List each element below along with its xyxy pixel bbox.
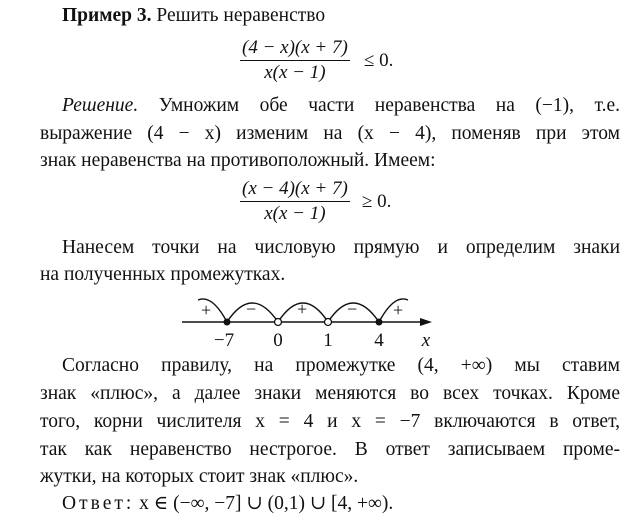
answer-value: x ∈ (−∞, −7] ∪ (0,1) ∪ [4, +∞). xyxy=(139,493,394,514)
para3-line-2: знак «плюс», а далее знаки меняются во всех точках. Кроме xyxy=(40,383,620,404)
inequality-2-denominator: x(x − 1) xyxy=(264,203,326,224)
inequality-2-numerator: (x − 4)(x + 7) xyxy=(242,178,348,199)
tick-label: 1 xyxy=(323,330,333,351)
number-line xyxy=(0,292,640,352)
sign-label: + xyxy=(393,300,404,320)
sign-label: − xyxy=(246,299,257,319)
answer-line xyxy=(62,492,393,516)
point-1 xyxy=(325,319,332,326)
para2-line-2: на полученных промежутках. xyxy=(40,264,286,285)
para3-line-4: так как неравенство нестрогое. В ответ записываем проме- xyxy=(40,439,620,460)
para3-line-1: Согласно правилу, на промежутке (4, +∞) мы ставим xyxy=(62,355,620,376)
sign-label: − xyxy=(347,299,358,319)
point-0 xyxy=(275,319,282,326)
tick-label: 0 xyxy=(273,330,283,351)
para3-line-5: жутки, на которых стоит знак «плюс». xyxy=(40,466,359,487)
sign-label: + xyxy=(297,299,308,319)
inequality-2-fraction xyxy=(240,177,350,226)
inequality-1-numerator: (4 − x)(x + 7) xyxy=(242,37,348,58)
para2-line-1: Нанесем точки на числовую прямую и определим знаки xyxy=(62,237,620,258)
example-label: Пример 3. xyxy=(62,5,152,26)
example-title xyxy=(62,4,325,28)
tick-label: 4 xyxy=(374,330,384,351)
point-4 xyxy=(376,319,383,326)
inequality-1-denominator: x(x − 1) xyxy=(264,62,326,83)
answer-label: Ответ: xyxy=(62,493,135,514)
solution-line-1: Решение. Умножим обе части неравенства на (−1), т.е. xyxy=(62,95,620,116)
axis-arrow xyxy=(420,318,432,326)
axis-label: x xyxy=(421,330,431,351)
example-task: Решить неравенство xyxy=(151,5,326,26)
sign-label: + xyxy=(201,300,212,320)
inequality-2-relation: ≥ 0. xyxy=(362,191,392,212)
solution-label: Решение. xyxy=(62,95,139,116)
para3-line-3: того, корни числителя x = 4 и x = −7 включаются в ответ, xyxy=(40,411,620,432)
solution-line-2: выражение (4 − x) изменим на (x − 4), поменяв при этом xyxy=(40,123,620,144)
point-minus-7 xyxy=(224,319,231,326)
tick-label: −7 xyxy=(213,330,235,351)
solution-line-3: знак неравенства на противоположный. Имеем: xyxy=(40,150,436,171)
inequality-1-relation: ≤ 0. xyxy=(364,50,394,71)
inequality-1-fraction xyxy=(240,36,350,85)
